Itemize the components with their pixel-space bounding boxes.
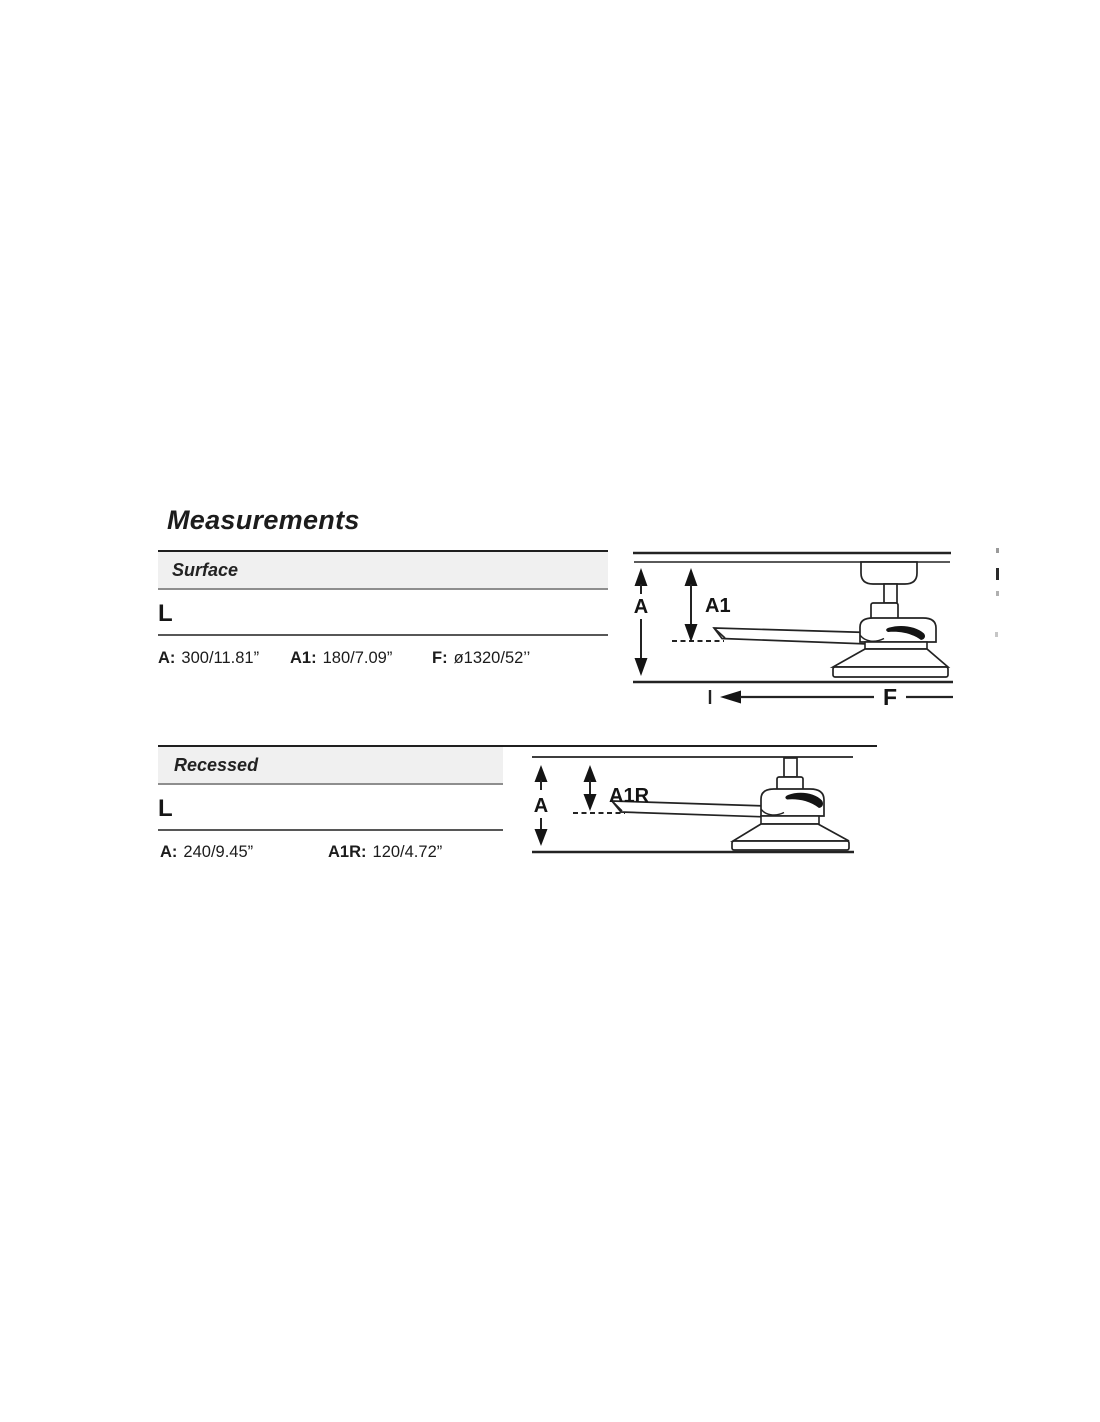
rod-coupling xyxy=(871,603,898,619)
spec-value: 300/11.81” xyxy=(181,649,260,667)
dimension-label-a: A xyxy=(533,795,549,817)
dimension-label-f: F xyxy=(882,684,898,710)
page-title: Measurements xyxy=(167,505,360,535)
spec-label: A: xyxy=(158,649,176,667)
model-underline-rule xyxy=(158,829,503,831)
spec-value: 120/4.72” xyxy=(372,843,443,861)
spec-value: ø1320/52’’ xyxy=(453,649,531,667)
surface-fan-figure xyxy=(628,546,960,712)
spec-item xyxy=(328,843,442,862)
diffuser-band xyxy=(732,841,849,850)
canopy xyxy=(861,562,917,584)
spec-label: A: xyxy=(160,843,178,861)
spec-label: A1R: xyxy=(328,843,367,861)
diffuser-band xyxy=(833,667,948,677)
crop-artifact xyxy=(996,591,999,596)
light-diffuser xyxy=(733,824,849,841)
downrod xyxy=(884,584,897,603)
fan-blade xyxy=(714,628,868,644)
light-diffuser xyxy=(833,649,948,667)
surface-header-label: Surface xyxy=(172,559,239,580)
spec-item xyxy=(290,649,392,668)
spec-label: A1: xyxy=(290,649,317,667)
recessed-header-bar xyxy=(158,747,503,785)
dimension-arrow-f xyxy=(710,690,953,704)
downrod xyxy=(784,758,797,777)
motor-rim xyxy=(865,642,927,649)
ceiling-line xyxy=(633,553,951,562)
motor-housing xyxy=(860,618,936,642)
spec-item xyxy=(158,649,259,668)
spec-item xyxy=(432,649,530,668)
model-name: L xyxy=(158,600,173,627)
model-underline-rule xyxy=(158,634,608,636)
recessed-fan-figure xyxy=(525,740,880,860)
dimension-arrow-a1r xyxy=(584,765,597,811)
dimension-label-a1r: A1R xyxy=(609,785,650,807)
crop-artifact xyxy=(996,568,999,580)
spec-label: F: xyxy=(432,649,448,667)
crop-artifact xyxy=(995,632,998,637)
dimension-label-a: A xyxy=(633,596,649,618)
crop-artifact xyxy=(996,548,999,553)
spec-value: 240/9.45” xyxy=(183,843,254,861)
spec-value: 180/7.09” xyxy=(322,649,393,667)
dimension-arrow-a xyxy=(635,568,648,676)
motor-housing xyxy=(761,789,824,816)
surface-header-bar xyxy=(158,552,608,590)
model-name: L xyxy=(158,795,173,822)
motor-rim xyxy=(761,816,819,824)
dimension-arrow-a1 xyxy=(685,568,698,642)
recessed-header-label: Recessed xyxy=(174,754,259,775)
spec-item xyxy=(160,843,253,862)
dimension-label-a1: A1 xyxy=(705,595,731,617)
